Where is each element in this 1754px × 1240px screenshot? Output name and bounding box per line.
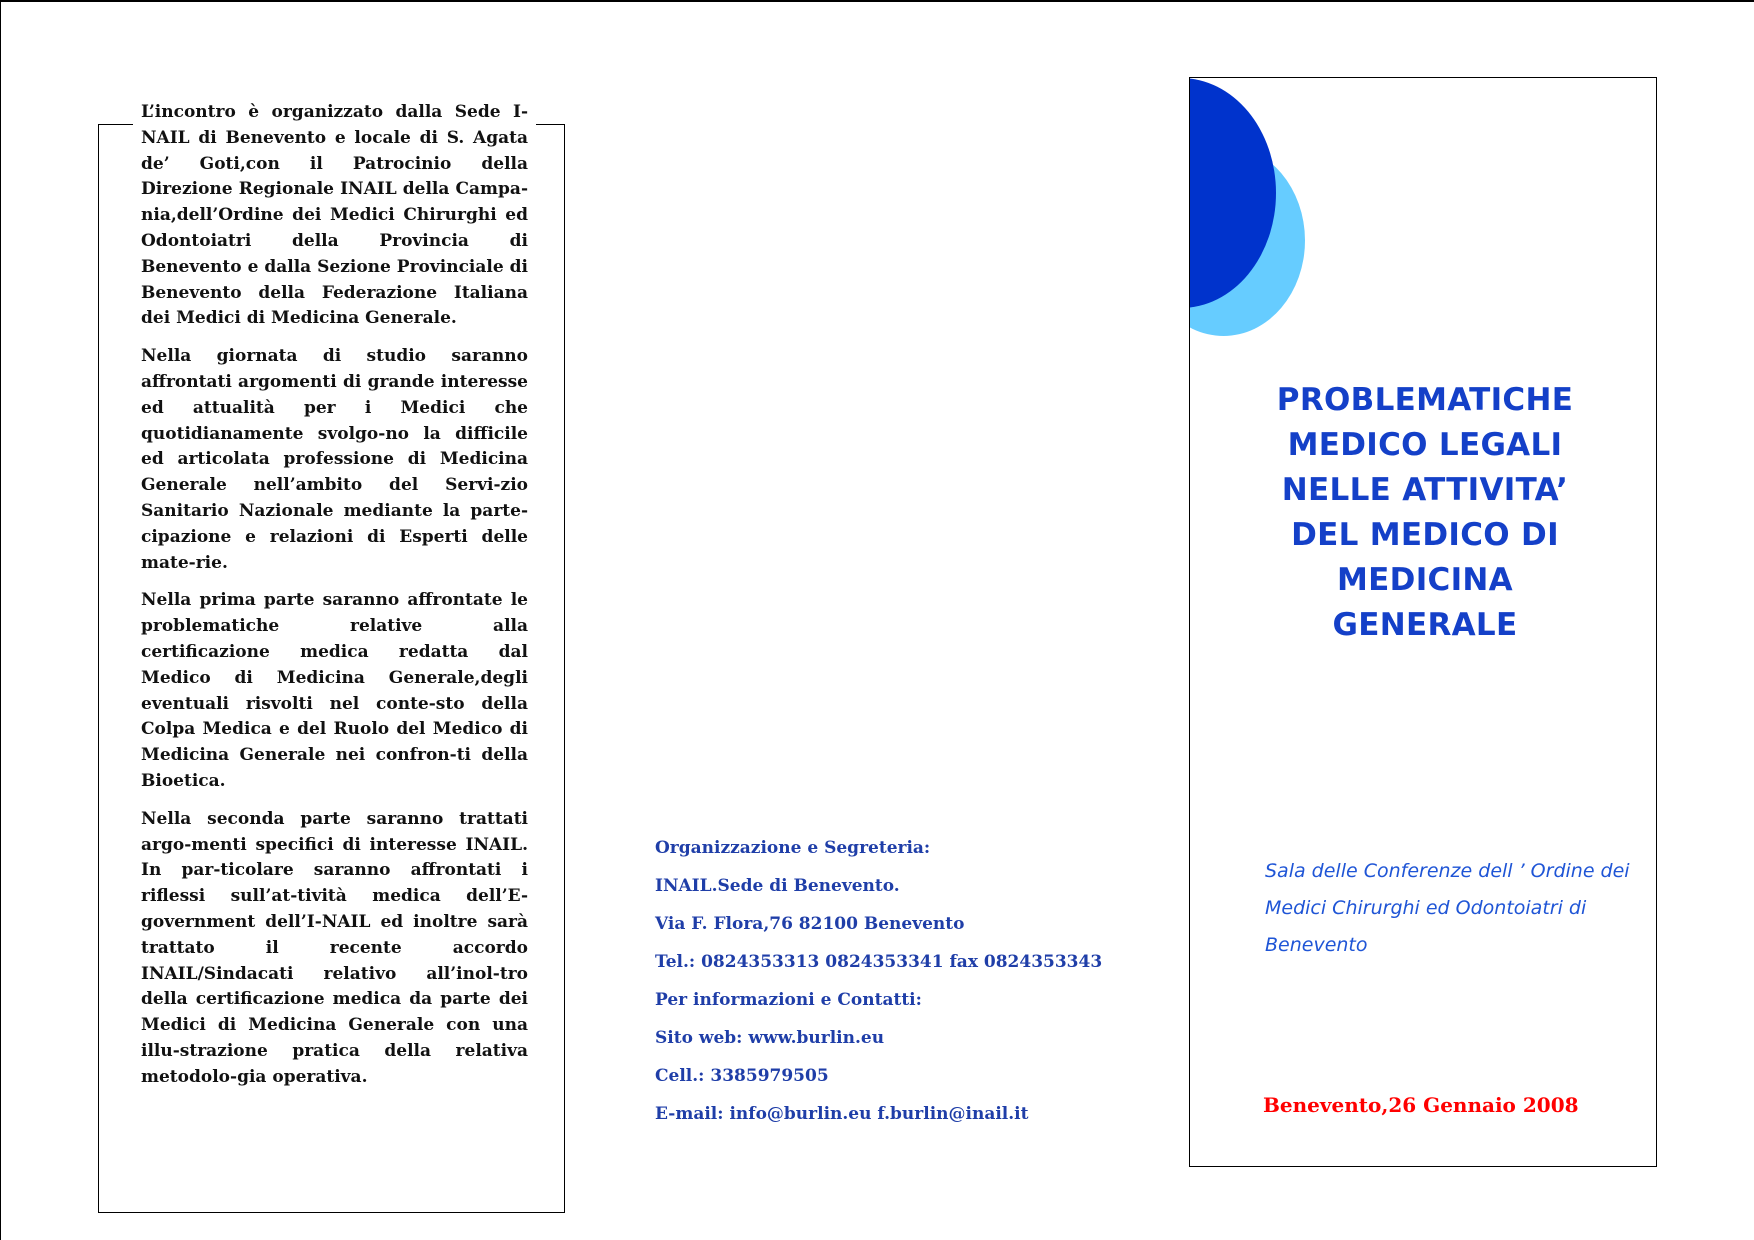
mobile-number: Cell.: 3385979505 [655,1066,829,1086]
title-line: NELLE ATTIVITA’ [1281,472,1569,508]
organization-heading: Organizzazione e Segreteria: [655,838,931,858]
title-line: MEDICINA [1337,562,1513,598]
left-panel-text [133,100,536,1102]
office-name: INAIL.Sede di Benevento. [655,876,900,896]
title-line: PROBLEMATICHE [1276,382,1574,418]
title-line: DEL MEDICO DI [1291,517,1559,553]
info-heading: Per informazioni e Contatti: [655,990,922,1010]
venue-line: Sala delle Conferenze dell ’ Ordine dei [1265,860,1630,882]
phone-numbers: Tel.: 0824353313 0824353341 fax 0824353343 [655,952,1103,972]
title-line: MEDICO LEGALI [1287,427,1563,463]
venue-text [1265,853,1655,964]
intro-paragraph: L’incontro è organizzato dalla Sede I-NAIL di Benevento e locale di S. Agata de’ Goti,con il Patrocinio della Direzione Regionale INAIL della Campa-nia,dell’Ordine dei Medici Chirurghi ed Odontoiatri della Provincia di Benevento e dalla Sezione Provinciale di Benevento della Federazione Italiana dei Medici di Medicina Generale. [141,102,528,329]
email-links[interactable]: E-mail: info@burlin.eu f.burlin@inail.it [655,1104,1029,1124]
second-part-paragraph: Nella seconda parte saranno trattati argo-menti specifici di interesse INAIL. In par-ticolare saranno affrontati i riflessi sull’at-tività medica dell’E-government dell’I-NAIL ed inoltre sarà trattato il recente accordo INAIL/Sindacati relativo all’inol-tro della certificazione medica da parte dei Medici di Medicina Generale con una illu-strazione pratica della relativa metodolo-gia operativa. [141,808,528,1087]
cover-panel [1189,77,1657,1167]
office-address: Via F. Flora,76 82100 Benevento [655,914,965,934]
contacts-block [655,836,1103,1140]
website-link[interactable]: Sito web: www.burlin.eu [655,1028,885,1048]
venue-line: Benevento [1265,934,1368,956]
event-date: Benevento,26 Gennaio 2008 [1263,1093,1579,1117]
title-line: GENERALE [1332,607,1518,643]
study-day-paragraph: Nella giornata di studio saranno affrontati argomenti di grande interesse ed attualità per i Medici che quotidianamente svolgo-no la difficile ed articolata professione di Medicina Generale nell’ambito del Servi-zio Sanitario Nazionale mediante la parte-cipazione e relazioni di Esperti delle mate-rie. [141,346,528,573]
venue-line: Medici Chirurghi ed Odontoiatri di [1265,897,1587,919]
first-part-paragraph: Nella prima parte saranno affrontate le problematiche relative alla certificazione medica redatta dal Medico di Medicina Generale,degli eventuali risvolti nel conte-sto della Colpa Medica e del Ruolo del Medico di Medicina Generale nei confron-ti della Bioetica. [141,590,528,791]
cover-title [1250,378,1600,648]
